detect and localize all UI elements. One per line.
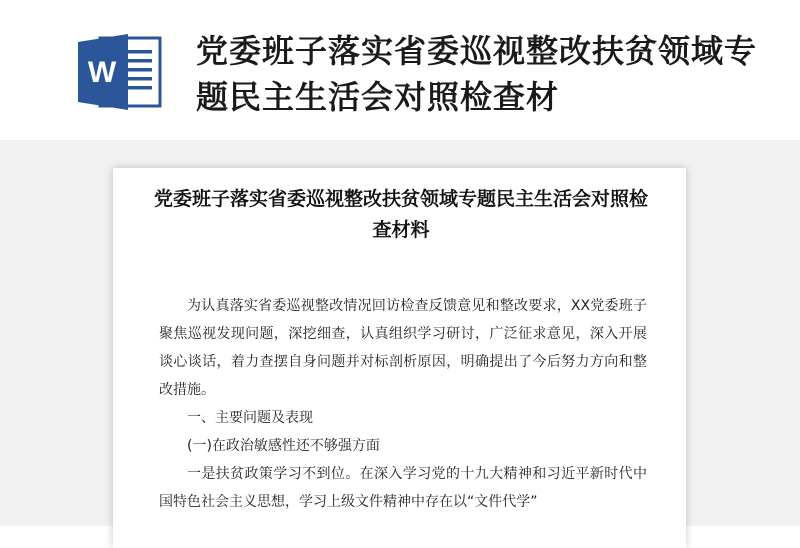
paragraph-point-1: 一是扶贫政策学习不到位。在深入学习党的十九大精神和习近平新时代中国特色社会主义思想，学习上级文件精神中存在以“文件代学” <box>159 466 647 510</box>
banner-title: 党委班子落实省委巡视整改扶贫领域专题民主生活会对照检查材 <box>196 32 758 116</box>
banner <box>0 0 800 140</box>
subsection-heading-1: (一)在政治敏感性还不够强方面 <box>187 438 380 454</box>
section-heading-1: 一、主要问题及表现 <box>187 410 313 426</box>
document-page[interactable] <box>113 168 686 548</box>
paragraph-intro: 为认真落实省委巡视整改情况回访检查反馈意见和整改要求，XX党委班子聚焦巡视发现问题，深挖细查，认真组织学习研讨，广泛征求意见，深入开展谈心谈话，着力查摆自身问题并对标剖析原因，明确提出了今后努力方向和整改措施。 <box>159 298 647 398</box>
document-title: 党委班子落实省委巡视整改扶贫领域专题民主生活会对照检查材料 <box>153 188 648 241</box>
document-body <box>159 292 647 516</box>
word-icon <box>78 32 164 112</box>
word-icon-letter: W <box>87 56 117 89</box>
